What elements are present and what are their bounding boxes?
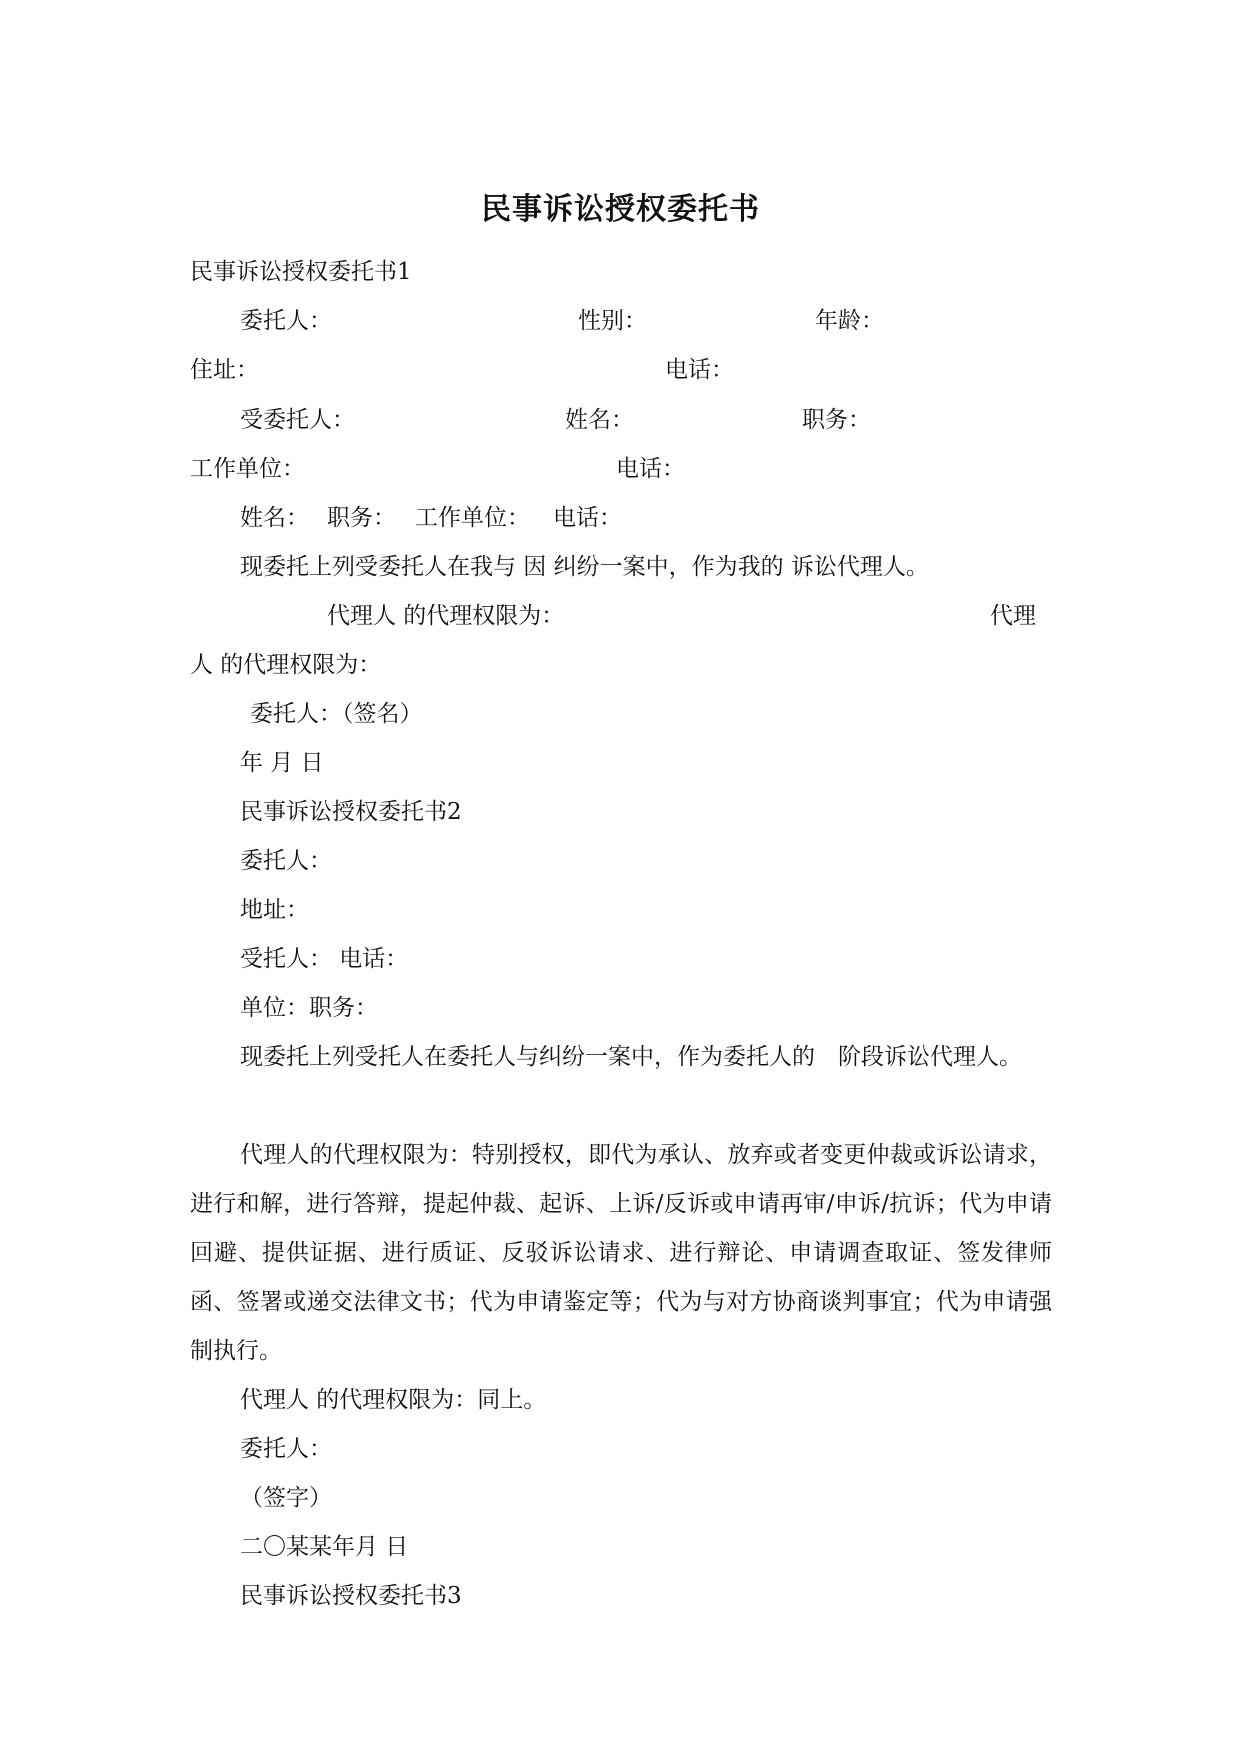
section2-agent-phone: 受托人： 电话： — [240, 946, 409, 972]
address-label: 住址： — [190, 357, 259, 383]
section2-heading: 民事诉讼授权委托书2 — [240, 799, 462, 825]
workplace-label: 工作单位： — [190, 456, 305, 482]
section2-entrust-paragraph: 现委托上列受托人在委托人与纠纷一案中，作为委托人的 阶段诉讼代理人。 — [240, 1044, 1022, 1070]
second-agent-position-label: 职务： — [327, 505, 396, 531]
section1-heading: 民事诉讼授权委托书1 — [190, 259, 412, 285]
gender-label: 性别： — [578, 308, 647, 334]
second-agent-name-label: 姓名： — [240, 505, 309, 531]
authority-line-b-end: 人 的代理权限为： — [190, 652, 382, 678]
authority-line-b-start: 代理 — [990, 603, 1036, 629]
agent-name-label: 姓名： — [565, 407, 634, 433]
section3-heading: 民事诉讼授权委托书3 — [240, 1583, 462, 1609]
document-title: 民事诉讼授权委托书 — [481, 192, 760, 227]
agent-position-label: 职务： — [802, 407, 871, 433]
entrust-statement: 现委托上列受委托人在我与 因 纠纷一案中，作为我的 诉讼代理人。 — [240, 554, 929, 580]
principal-signature: 委托人：（签名） — [250, 701, 423, 727]
age-label: 年龄： — [815, 308, 884, 334]
second-agent-workplace-label: 工作单位： — [415, 505, 530, 531]
workplace-phone-label: 电话： — [616, 456, 685, 482]
phone-label: 电话： — [665, 357, 734, 383]
section2-address: 地址： — [240, 897, 309, 923]
date-line: 年 月 日 — [240, 750, 324, 776]
second-agent-phone-label: 电话： — [553, 505, 622, 531]
principal-label: 委托人： — [240, 308, 332, 334]
section2-unit-position: 单位：职务： — [240, 995, 378, 1021]
section2-sign: （签字） — [240, 1485, 332, 1511]
authority-line-a: 代理人 的代理权限为： — [327, 603, 565, 629]
section2-date: 二〇某某年月 日 — [240, 1534, 409, 1560]
section2-principal: 委托人： — [240, 848, 332, 874]
section2-principal-sign: 委托人： — [240, 1436, 332, 1462]
section2-authority2: 代理人 的代理权限为：同上。 — [240, 1387, 547, 1413]
agent-label: 受委托人： — [240, 407, 355, 433]
section2-authority-paragraph: 代理人的代理权限为：特别授权，即代为承认、放弃或者变更仲裁或诉讼请求，进行和解，进行答辩，提起仲裁、起诉、上诉/反诉或申请再审/申诉/抗诉；代为申请回避、提供证据、进行质证、反驳诉讼请求、进行辩论、申请调查取证、签发律师函、签署或递交法律文书；代为申请鉴定等；代为与对方协商谈判事宜；代为申请强制执行。 — [190, 1142, 1052, 1364]
